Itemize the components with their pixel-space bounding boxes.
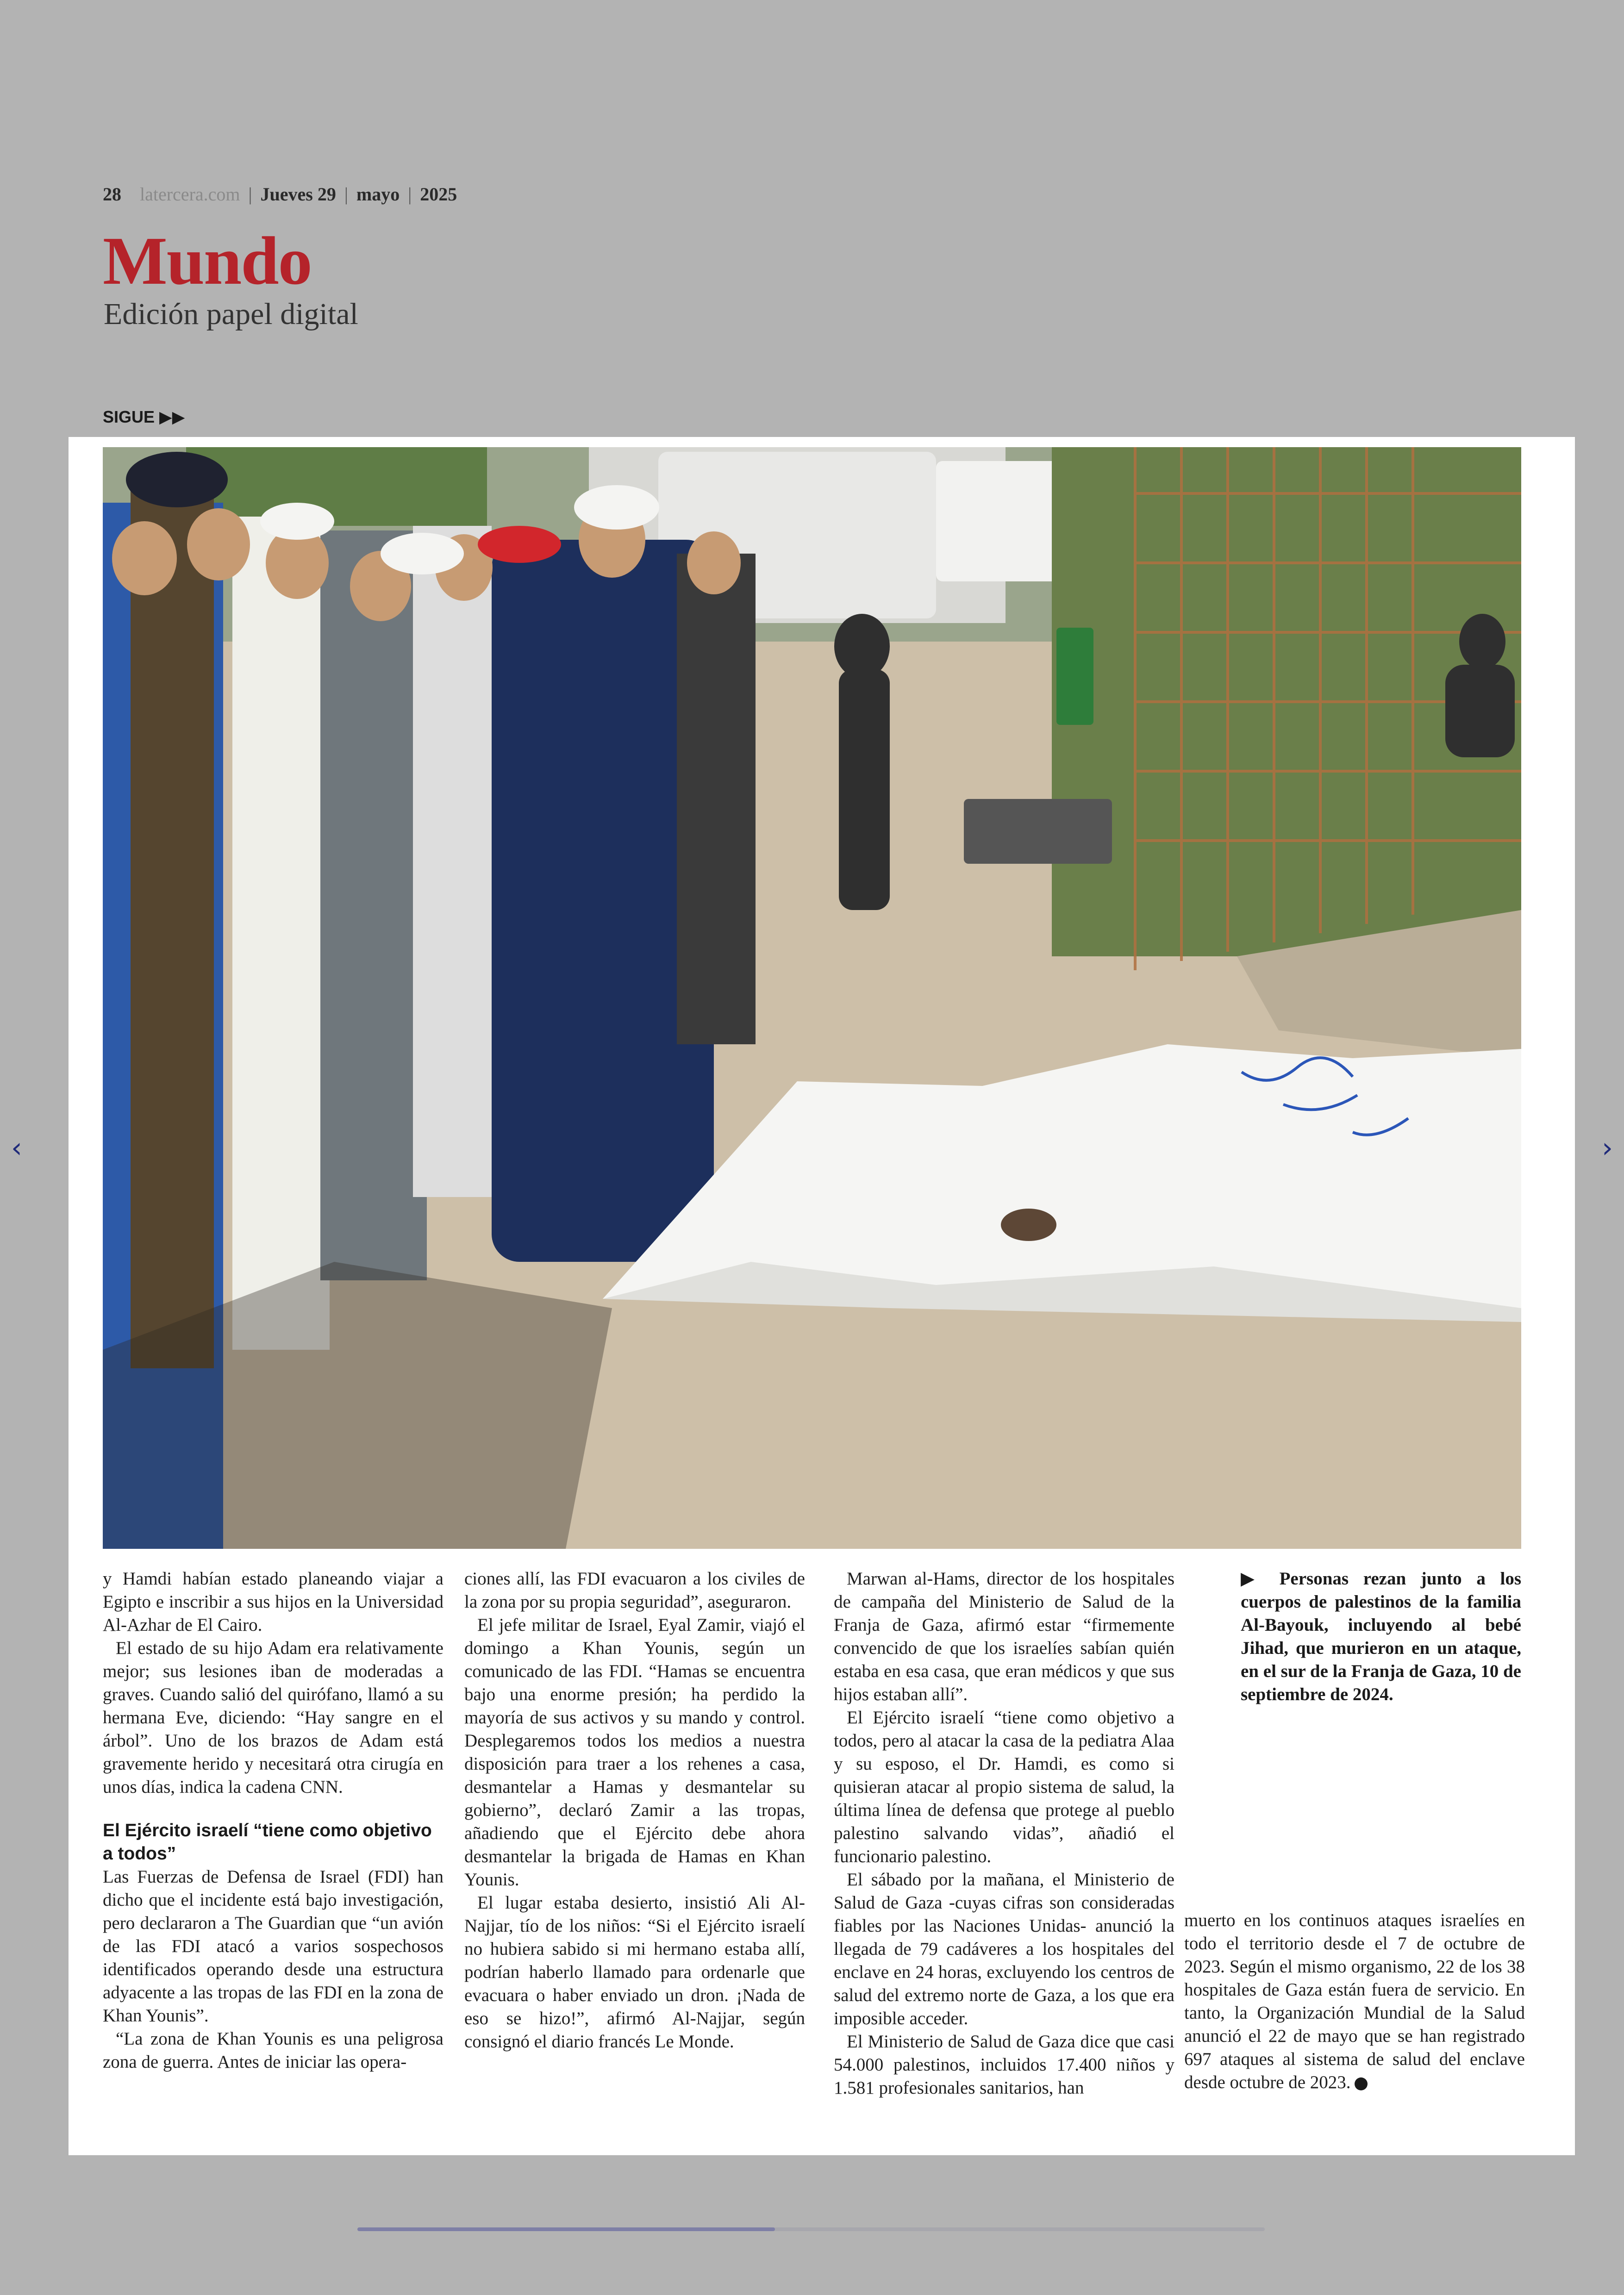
article-subheading: El Ejército israelí “tiene como objetivo a todos” <box>103 1821 432 1864</box>
page-number: 28 <box>103 184 121 205</box>
previous-page-arrow-icon[interactable]: ‹ <box>11 1132 22 1164</box>
site-name[interactable]: latercera.com <box>140 184 240 205</box>
header-year: 2025 <box>420 184 457 205</box>
article-column-1: y Hamdi habían estado planeando viajar a Egipto e inscribir a sus hijos en la Universidad Al-Azhar de El Cairo. El estado de su hijo Adam era relativamente mejor; sus lesiones iban de moderadas a graves. Cuando salió del quirófano, llamó a su hermana Eve, diciendo: “Hay sangre en el árbol”. Uno de los brazos de Adam está gravemente herido y necesitará otra cirugía en unos días, indica la cadena CNN. El Ejército israelí “tiene como objetivo a todos” Las Fuerzas de Defensa de Israel (FDI) han dicho que el incidente está bajo investigación, pero declararon a The Guardian que “un avión de las FDI atacó a varios sospechosos identificados operando desde una estructura adyacente a las tropas de las FDI en la zona de Khan Younis”. “La zona de Khan Younis es una peligrosa zona de guerra. Antes de iniciar las opera- <box>103 1569 443 2072</box>
end-of-article-icon <box>1355 2077 1368 2090</box>
photo-caption: ▶ Personas rezan junto a los cuerpos de palestinos de la familia Al-Bayouk, incluyendo al bebé Jihad, que murieron en un ataque, en el sur de la Franja de Gaza, 10 de septiembre de 2024. <box>1241 1569 1521 1704</box>
next-page-arrow-icon[interactable]: › <box>1602 1132 1613 1164</box>
article-column-3: Marwan al-Hams, director de los hospitales de campaña del Ministerio de Salud de la Franja de Gaza, afirmó estar “firmemente convencido de que los israelíes sabían quién estaba en esa casa, que eran médicos y que sus hijos estaban allí”. El Ejército israelí “tiene como objetivo a todos, pero al atacar la casa de la pediatra Alaa y su esposo, el Dr. Hamdi, es como si quisieran atacar al propio sistema de salud, la última línea de defensa que protege al pueblo palestino salvando vidas”, añadió el funcionario palestino. El sábado por la mañana, el Ministerio de Salud de Gaza -cuyas cifras son consideradas fiables por las Naciones Unidas- anunció la llegada de 79 cadáveres a los hospitales del enclave en 24 horas, excluyendo los centros de salud del extremo norte de Gaza, a los que era imposible acceder. El Ministerio de Salud de Gaza dice que casi 54.000 palestinos, incluidos 17.400 niños y 1.581 profesionales sanitarios, han <box>834 1569 1174 2098</box>
section-title: Mundo <box>103 223 312 299</box>
section-subtitle: Edición papel digital <box>104 297 358 331</box>
scrollbar-thumb[interactable] <box>357 2227 775 2231</box>
article-photo[interactable] <box>103 447 1521 1549</box>
article-column-4: muerto en los continuos ataques israelíes en todo el territorio desde el 7 de octubre de 2023. Según el mismo organismo, 22 de los 38 hospitales de Gaza están fuera de servicio. En tanto, la Organización Mundial de la Salud anunció el 22 de mayo que se han registrado 697 ataques al sistema de salud del enclave desde octubre de 2023. <box>1184 1910 1525 2092</box>
header-month: mayo <box>356 184 400 205</box>
article-column-2: ciones allí, las FDI evacuaron a los civiles de la zona por su propia seguridad”, aseguraron. El jefe militar de Israel, Eyal Zamir, viajó el domingo a Khan Younis, según un comunicado de las FDI. “Hamas se encuentra bajo una enorme presión; ha perdido la mayoría de sus activos y su mando y control. Desplegaremos todos los medios a nuestra disposición para traer a los rehenes a casa, desmantelar a Hamas y desmantelar su gobierno”, declaró Zamir a las tropas, añadiendo que el Ejército debe ahora desmantelar la brigada de Hamas en Khan Younis. El lugar estaba desierto, insistió Ali Al-Najjar, tío de los niños: “Si el Ejército israelí no hubiera sabido si mi hermano estaba allí, podrían haberlo llamado para ordenarle que evacuara o haber enviado un dron. ¡Nada de eso se hizo!”, afirmó Al-Najjar, según consignó el diario francés Le Monde. <box>464 1569 805 2052</box>
page-scrollbar[interactable] <box>357 2227 1265 2231</box>
page-header: 28 latercera.com | Jueves 29 | mayo | 2025 <box>103 184 457 205</box>
header-date: Jueves 29 <box>260 184 336 205</box>
newspaper-page <box>69 437 1575 2155</box>
sigue-label[interactable]: SIGUE ▶▶ <box>103 407 185 426</box>
